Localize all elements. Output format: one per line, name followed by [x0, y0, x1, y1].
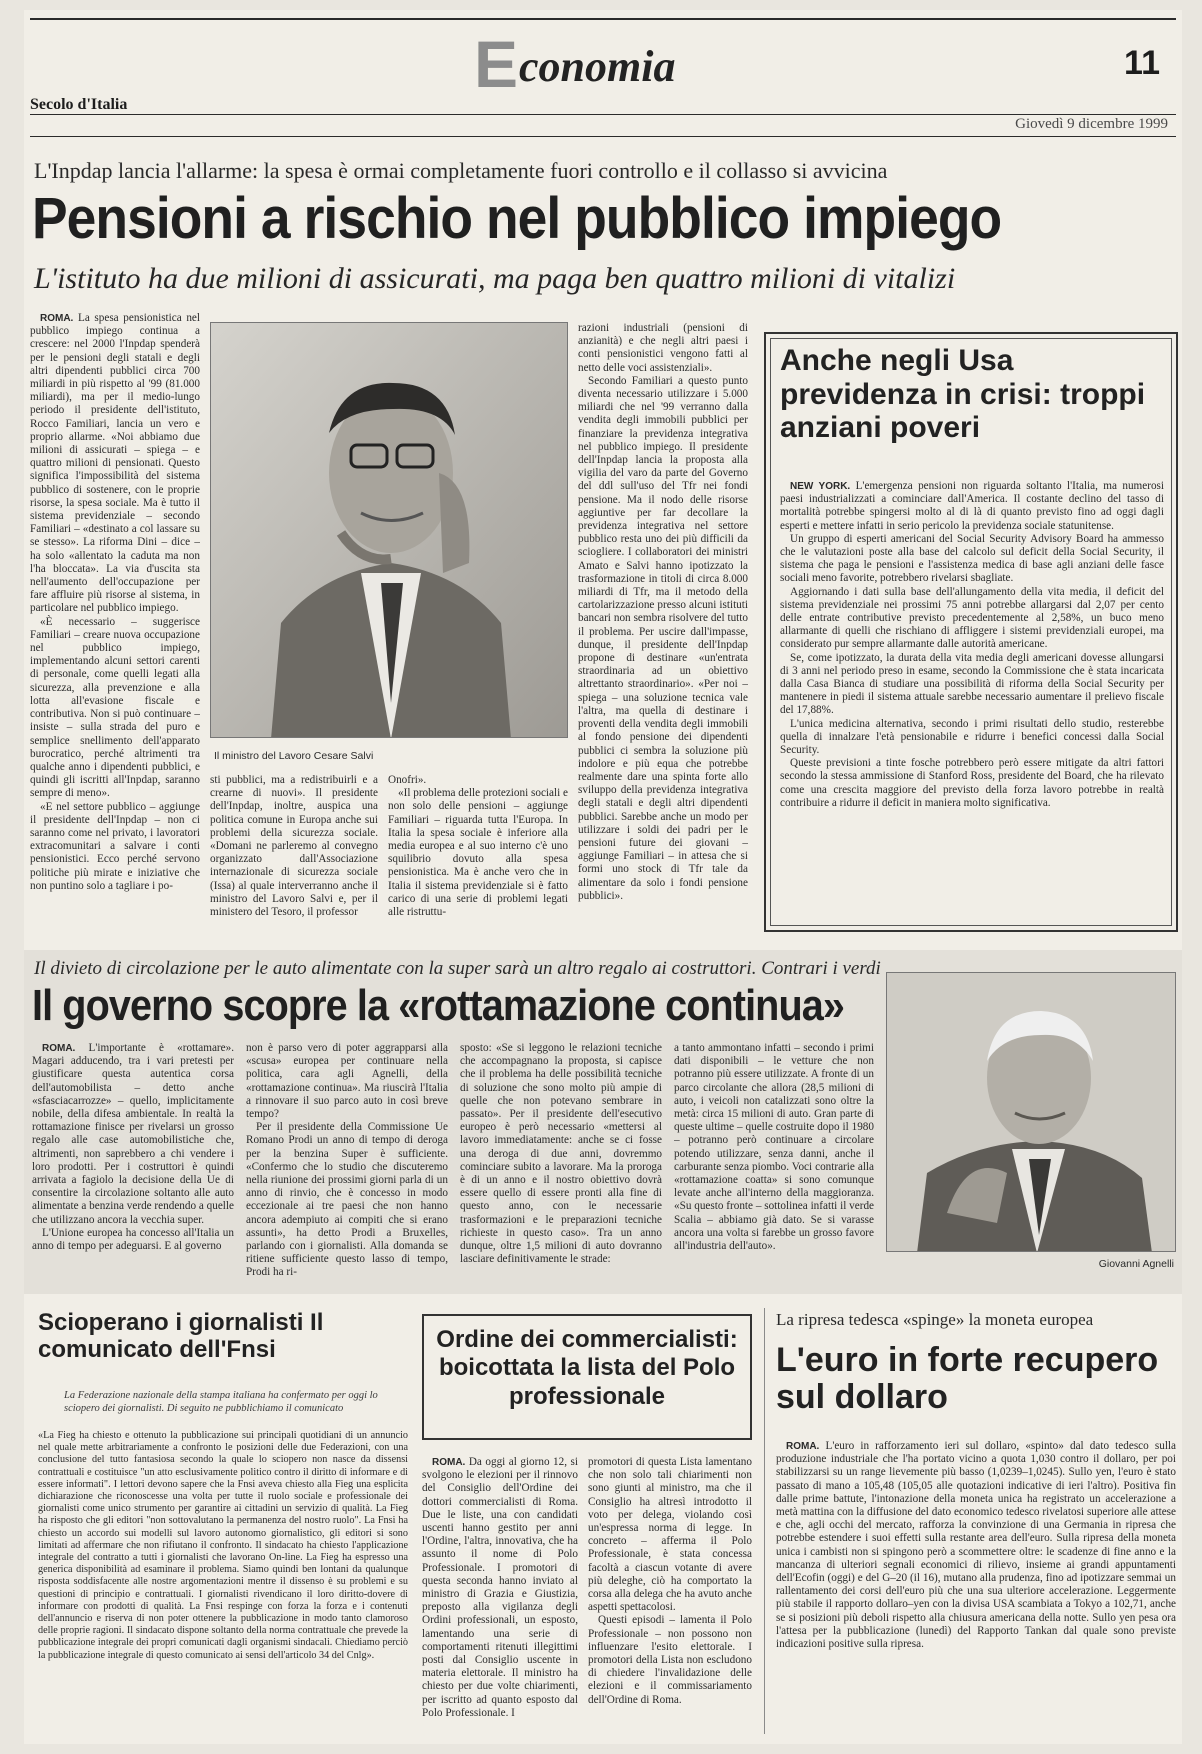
usa-box: [764, 332, 1178, 932]
lead-subhead: L'istituto ha due milioni di assicurati, ma paga ben quattro milioni di vitalizi: [34, 262, 956, 295]
euro-text: ROMA. L'euro in rafforzamento ieri sul dollaro, «spinto» dal dato tedesco sulla produzione industriale che l'ha portato vicino a quota 1,030 contro il dollaro, per poi stabilizzarsi su un range lievemente più basso (1,0239–1,0245). Sullo yen, l'euro è stato passato di mano a 105,48 (105,05 alle quotazioni indicative di ieri l'altro). Positiva fin dalle prime battute, l'intonazione della moneta unica ha registrato un accelerazione a metà mattina con la diffusione del dato economico tedesco rivelatosi superiore alle attese e che, agli occhi del mercato, rafforza la convinzione di una Germania in ripresa che potrebbe estendere i suoi effetti sulla restante area dell'euro. Sulla ripresa della moneta unica i cambisti non si spingono però a scommettere oltre: le scadenze di fine anno e la mancanza di ulteriori segnali economici di rilievo, insieme ai grandi appuntamenti dell'Ecofin (oggi) e del G–20 (il 16), mutano alla prudenza, fino ad ipotizzare semmai un rallentamento dei corsi dell'euro più che una sua ulteriore accelerazione. Leggermente più stabile il rapporto dollaro–yen con la divisa USA scambiata a Tokyo a 102,71, anche se si posizioni più deboli rispetto alla chiusura americana della notte. Sullo yen pesa ora l'attesa per la pubblicazione (lunedì) del Rapporto Tankan dal quale sono previste indicazioni positive sulla ripresa.: [776, 1440, 1176, 1651]
usa-box-text: NEW YORK. L'emergenza pensioni non riguarda soltanto l'Italia, ma numerosi paesi industrializzati a cominciare dall'America. Il costante declino del tasso di mortalità potrebbe spingersi molto al di là di quanto previsto fino ad oggi dagli esperti e mettere infatti in serio pericolo la previdenza sociale statunitense. Un gruppo di esperti americani del Social Security Advisory Board ha ammesso che le valutazioni poste alla base del calcolo sul deficit della Social Security, il sistema che paga le pensioni e l'assistenza medica di base agli anziani delle fasce sociali meno favorite, potrebbero rivelarsi sbagliate. Aggiornando i dati sulla base dell'allungamento della vita media, il deficit del sistema previdenziale nei prossimi 75 anni potrebbe allargarsi dal 2,07 per cento delle entrate contributive previsto precedentemente al 2,58%, un buco meno allarmante di quelli che rischiano di affliggere i sistemi previdenziali europei, ma considerato pur sempre allarmante dalle autorità americane. Se, come ipotizzato, la durata della vita media degli americani dovesse allungarsi di 3 anni nel periodo preso in esame, secondo la Commissione che è stata incaricata dalla Casa Bianca di studiare una possibilità di riforma della Social Security per mantenere in piedi il sistema attuale sarebbe necessario aumentare il prelievo fiscale del 17,88%. L'unica medicina alternativa, secondo i primi risultati dello studio, resterebbe quella di innalzare l'età pensionabile e ridurre i benefici concessi dalla Social Security. Queste previsioni a tinte fosche potrebbero però essere mitigate da altri fattori secondo la stessa ammissione di Stanford Ross, presidente del Board, che ha rilevato come una crescita maggiore del previsto della forza lavoro potrebbe in realtà contribuire a ridurre il deficit in maniera molto significativa.: [780, 480, 1164, 809]
rottamazione-column-1: ROMA. L'importante è «rottamare». Magari adducendo, tra i vari pretesti per giustificare questa autentica corsa dell'automobilista – detto anche «sfasciacarrozze» – quello, implicitamente nobile, della difesa ambientale. In realtà la rottamazione finisce per rivelarsi un grosso regalo alle case automobilistiche che, altrimenti, non saprebbero a chi vendere i loro prodotti. Per i costruttori è quindi arrivata a fagiolo la decisione della Ue di consentire la circolazione soltanto alle auto alimentate a benzina verde rendendo a quelle che utilizzano ancora la vecchia super. L'Unione europea ha concesso all'Italia un anno di tempo per adeguarsi. E al governo: [32, 1042, 234, 1253]
section-title: [474, 26, 774, 101]
giornalisti-headline: Scioperano i giornalisti Il comunicato dell'Fnsi: [38, 1309, 324, 1363]
page-number: 11: [1124, 44, 1160, 82]
section-initial: E: [474, 27, 519, 101]
giornalisti-intro: La Federazione nazionale della stampa italiana ha confermato per oggi lo sciopero dei giornalisti. Di seguito ne pubblichiamo il comunicato: [64, 1390, 378, 1414]
rottamazione-column-4: a tanto ammontano infatti – secondo i primi dati disponibili – le vetture che non potranno più essere utilizzate. A fronte di un parco circolante che allora (28,5 milioni di auto, i veicoli non catalizzati sono oltre la metà: circa 15 milioni di auto. Gran parte di queste ultime – quelle costruite dopo il 1980 – potranno però continuare a circolare potendo utilizzare, senza danni, anche il carburante senza piombo. Voci contrarie alla «rottamazione coatta» si sono comunque levate anche all'interno della maggioranza. «Su questo fronte – sottolinea infatti il verde Scalia – abbiamo già dato. Se si varasse ancora una volta si farebbe un grosso favore all'industria dell'auto».: [674, 1042, 874, 1253]
usa-box-headline: Anche negli Usa previdenza in crisi: troppi anziani poveri: [780, 344, 1146, 445]
giornalisti-text: «La Fieg ha chiesto e ottenuto la pubblicazione sui principali quotidiani di un annuncio nel quale mette arbitrariamente a confronto le posizioni delle due Federazioni, con una conclusione del tutto fantasiosa secondo la quale lo sciopero non nasce da dissensi contrattuali e costituisce "un atto esclusivamente politico contro il diritto di informare e di essere informati". I lettori devono sapere che la Fnsi aveva chiesto alla Fieg una esplicita dichiarazione che riconoscesse una volta per tutte il ruolo sociale e professionale dei giornalisti come unico strumento per garantire ai cittadini un servizio di qualità. La Fieg ha risposto che gli editori "non sottovalutano la permanenza del nostro ruolo". La Fnsi ha chiesto un accordo sui modelli sul lavoro autonomo giornalistico, gli editori si sono limitati ad affermare che non rifiutano il confronto. Il sindacato ha chiesto l'applicazione integrale del contratto a tutti i giornalisti che lavorano On-line. La Fieg ha espresso una generica disponibilità ad esaminare il problema. Siamo quindi ben lontani da qualunque risposta soddisfacente alle nostre argomentazioni mentre il dissenso è su problemi e su questioni di principio e contrattuali. I giornalisti rivendicano il loro diritto-dovere di informare con prodotti di qualità. La Fnsi respinge con forza la forza e i contenuti dell'annuncio e riserva di non poter ottenere la pubblicazione in modo tanto clamoroso delle proprie ragioni. Il sindacato dispone soltanto della norma contrattuale che prevede la pubblicazione integrale dei propri comunicati dagli organismi sindacali. Chiediamo perciò la pubblicazione integrale di questo comunicato ai sensi dell'articolo 34 del Cnlg».: [38, 1430, 408, 1661]
agnelli-photo: [886, 972, 1176, 1252]
lead-column-4: razioni industriali (pensioni di anzianità) e che negli altri paesi i conti pensionistici vengono fatti al netto delle voci assistenziali». Secondo Familiari a questo punto diventa necessario utilizzare i 5.000 miliardi che nel '99 verranno dalla vendita degli immobili pubblici per finanziare la previdenza integrativa nel pubblico impiego. Il presidente dell'Inpdap lancia la proposta alla vigilia del varo da parte del Governo del ddl sull'uso del Tfr nei fondi pensione. Ma il nodo delle risorse aggiuntive per far decollare la previdenza integrativa nel settore pubblico resta uno dei più difficili da sciogliere. I collaboratori dei ministri Amato e Salvi hanno ipotizzato la trasformazione in titoli di circa 8.000 miliardi di Tfr, ma il metodo della cartolarizzazione presso alcuni istituti bancari non sembra risolvere del tutto il problema. Per uscire dall'impasse, dunque, il presidente dell'Inpdap propone di destinare «un'entrata straordinaria ad un obiettivo altrettanto straordinario». «Per noi – spiega – una soluzione tecnica vale l'altra, ma quella di destinare i proventi della vendita degli immobili al fondo pensione dei dipendenti pubblici ci sembra la soluzione più indolore e più equa che potrebbe realmente dare una spinta forte allo sviluppo della previdenza integrativa degli statali e degli altri dipendenti pubblici. Sarebbe anche un modo per utilizzare i soldi dei padri per le pensioni future dei giovani – aggiunge Familiari – in attesa che si formi uno stock di Tfr tale da alimentare da solo i fondi pensione pubblici».: [578, 322, 748, 902]
commercialisti-column-2: promotori di questa Lista lamentano che non solo tali chiarimenti non sono giunti al ministro, ma che il Consiglio ha altresì introdotto il voto per delega, violando così un'espressa norma di legge. In concreto – afferma il Polo Professionale, è stata concessa facoltà a ciascun votante di avere più deleghe, ciò ha comportato la corsa alla delega che ha avuto anche aspetti spettacolosi. Questi episodi – lamenta il Polo Professionale – non possono non influenzare l'esito elettorale. I promotori della Lista non escludono di chiedere l'invalidazione delle elezioni e il commissariamento dell'Ordine di Roma.: [588, 1456, 752, 1706]
rottamazione-headline: Il governo scopre la «rottamazione continua»: [32, 981, 844, 1030]
issue-date: Giovedì 9 dicembre 1999: [1015, 116, 1168, 132]
commercialisti-headline: Ordine dei commercialisti: boicottata la lista del Polo professionale: [436, 1326, 738, 1410]
commercialisti-headline-box: [422, 1314, 752, 1440]
newspaper-page: [24, 10, 1182, 1744]
lead-column-2: sti pubblici, ma a redistribuirli e a crearne di nuovi». Il presidente dell'Inpdap, inoltre, auspica una politica comune in Europa anche sui problemi della sicurezza sociale. «Domani ne parleremo al convegno organizzato dall'Associazione internazionale di sicurezza sociale (Issa) al quale interverranno anche il ministro del Lavoro Salvi e, per il ministero del Tesoro, il professor: [210, 774, 378, 919]
usa-dateline: NEW YORK.: [790, 481, 851, 492]
rottamazione-column-2: non è parso vero di poter aggrapparsi alla «scusa» europea per continuare nella politica, cara agli Agnelli, della «rottamazione continua». Ma riuscirà l'Italia a rinnovare il suo parco auto in così breve tempo? Per il presidente della Commissione Ue Romano Prodi un anno di tempo di deroga per la benzina Super è sufficiente. «Confermo che lo studio che discuteremo nella riunione dei prossimi giorni parla di un anno di rinvio, che è concesso in modo eccezionale ai tre paesi che non hanno ancora adempiuto ai compiti che si erano assunti», ha detto Prodi a Bruxelles, parlando con i giornalisti. Alla domanda se ritiene sufficiente questo lasso di tempo, Prodi ha ri-: [246, 1042, 448, 1279]
lead-dateline: ROMA.: [40, 313, 74, 324]
agnelli-photo-image: [887, 973, 1176, 1252]
masthead-rule: [30, 114, 1176, 115]
section-title-rest: conomia: [519, 42, 676, 91]
lead-column-3: Onofri». «Il problema delle protezioni sociali e non solo delle pensioni – aggiunge Familiari – riguarda tutta l'Europa. In Italia la spesa sociale è inferiore alla media europea e al suo interno c'è uno squilibrio dovuto alla spesa pensionistica. Ma è anche vero che in Italia il sistema previdenziale si è fatto carico di una serie di problemi legati alle ristruttu-: [388, 774, 568, 919]
top-rule: [30, 18, 1176, 20]
euro-kicker: La ripresa tedesca «spinge» la moneta europea: [776, 1310, 1094, 1329]
date-rule: [30, 136, 1176, 137]
rottamazione-kicker: Il divieto di circolazione per le auto alimentate con la super sarà un altro regalo ai costruttori. Contrari i verdi: [34, 958, 881, 979]
salvi-photo-caption: Il ministro del Lavoro Cesare Salvi: [214, 750, 374, 762]
euro-headline: L'euro in forte recupero sul dollaro: [776, 1341, 1159, 1417]
commercialisti-dateline: ROMA.: [432, 1457, 466, 1468]
agnelli-photo-caption: Giovanni Agnelli: [1098, 1258, 1174, 1270]
euro-separator: [764, 1308, 765, 1734]
rottamazione-column-3: sposto: «Se si leggono le relazioni tecniche che accompagnano la proposta, si capisce che il problema ha delle possibilità tecniche di soluzione che sono molto più ampie di quelle che non potevano sembrare in passato». Per il presidente dell'esecutivo europeo è però necessario «mettersi al lavoro immediatamente: anche se ci fosse una deroga di due anni, dovremmo cominciare subito a lavorare. Ma la proroga è di un anno e il nostro obiettivo dovrà essere quello di essere pronti alla fine di questo anno, con le necessarie trasformazioni e le preparazioni tecniche richieste in questo caso». Tra un anno dunque, oltre 1,5 milioni di auto dovranno lasciare definitivamente le strade:: [460, 1042, 662, 1266]
lead-column-1: ROMA. La spesa pensionistica nel pubblico impiego continua a crescere: nel 2000 l'Inpdap spenderà per le pensioni degli statali e degli altri dipendenti pubblici circa 700 miliardi in più rispetto al '99 (81.000 miliardi), ma per il medio-lungo periodo il presidente dell'istituto, Rocco Familiari, lancia un vero e proprio allarme. «Noi abbiamo due milioni di assicurati – spiega – e quattro milioni di pensionati. Questo significa l'impossibilità del sistema pubblico di sostenere, con le proprie risorse, la spesa sociale. Ma è tutto il sistema previdenziale – secondo Familiari – «destinato a col lassare su se stesso». La riforma Dini – dice – ha solo «allentato la caduta ma non l'ha bloccata». La via d'uscita sta nell'aumento dell'occupazione per fare affluire più risorse al sistema, in particolare nel pubblico impiego. «È necessario – suggerisce Familiari – creare nuova occupazione nel pubblico impiego, implementando alcuni settori carenti di personale, come quelli legati alla sicurezza, alla prevenzione e alla lotta all'evasione fiscale e contributiva. Non si può continuare – insiste – sulla strada del puro e semplice snellimento dell'apparato burocratico, perché altrimenti tra qualche anno i dipendenti pubblici, e quindi gli iscritti all'Inpdap, saranno sempre di meno». «E nel settore pubblico – aggiunge il presidente dell'Inpdap – non ci saranno come nel privato, i lavoratori extracomunitari a salvare i conti pensionistici. Ecco perché servono politiche più mirate e iniziative che non puntino solo a tagliare i po-: [30, 312, 200, 892]
paper-name: Secolo d'Italia: [30, 96, 128, 113]
lead-kicker: L'Inpdap lancia l'allarme: la spesa è ormai completamente fuori controllo e il collasso si avvicina: [34, 158, 888, 183]
commercialisti-column-1: ROMA. Da oggi al giorno 12, si svolgono le elezioni per il rinnovo del Consiglio dell'Ordine dei dottori commercialisti di Roma. Due le liste, una con candidati uscenti hanno gestito per anni l'Ordine, l'altra, innovativa, che ha assunto il nome di Polo Professionale. I promotori di questa seconda hanno inviato al ministro di Grazia e Giustizia, preposto alla vigilanza degli Ordini professionali, un esposto, lamentando una serie di comportamenti ritenuti illegittimi posti dal Consiglio uscente in materia elettorale. Il ministro ha chiesto per due volte chiarimenti, per iscritto ad quanto esposto dal Polo Professionale. I: [422, 1456, 578, 1719]
euro-dateline: ROMA.: [786, 1441, 820, 1452]
rottamazione-dateline: ROMA.: [42, 1043, 76, 1054]
salvi-photo-image: [211, 323, 568, 738]
salvi-photo: [210, 322, 568, 738]
lead-headline: Pensioni a rischio nel pubblico impiego: [32, 186, 1002, 251]
